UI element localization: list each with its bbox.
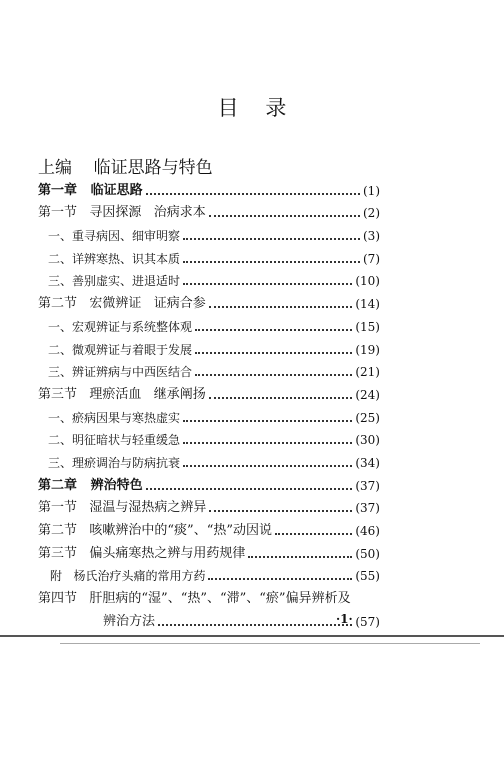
toc-entry [38,539,380,562]
toc-entry-page: (57) [355,614,380,629]
bottom-rule [0,635,504,637]
toc-entry-label: 第三节 偏头痛寒热之辨与用药规律 [38,545,246,561]
toc-entry-label: 第一章 临证思路 [38,182,143,198]
toc-entry-page: (10) [355,274,380,289]
toc-entry-label: 第二章 辨治特色 [38,477,143,493]
toc-entry [38,516,380,539]
toc-entry [38,221,380,244]
dot-leader [209,510,352,512]
toc-entry-label: 第二节 咳嗽辨治中的“痰”、“热”动因说 [38,523,272,538]
dot-leader [209,306,353,308]
toc-entry-label: 第一节 湿温与湿热病之辨异 [38,500,207,516]
dot-leader [183,420,352,422]
toc-entry [38,584,380,607]
toc-entry-label: 三、辨证辨病与中西医结合 [48,365,193,380]
page-number: ·1· [336,612,353,626]
toc-entry [38,267,380,290]
toc-entry [38,426,380,449]
toc-entry [38,289,380,312]
toc-entry-page: (3) [363,229,380,244]
toc-entry [38,358,380,381]
dot-leader [195,329,352,331]
toc-entry-label: 一、瘀病因果与寒热虚实 [48,410,181,425]
dot-leader [208,578,352,580]
toc-entry-label: 第一节 寻因探源 治病求本 [38,205,206,221]
table-of-contents [38,176,380,630]
dot-leader [195,352,352,354]
part-heading: 上编 临证思路与特色 [38,158,213,178]
bottom-rule-thin [60,643,480,644]
toc-entry [38,335,380,358]
toc-entry-page: (34) [355,455,380,470]
toc-entry-page: (19) [355,342,380,357]
dot-leader [248,556,352,558]
toc-entry-label: 第二节 宏微辨证 证病合参 [38,296,206,312]
toc-entry [38,312,380,335]
page-title: 目 录 [217,96,287,120]
dot-leader [146,488,353,490]
toc-entry-label: 三、善别虚实、进退适时 [48,274,181,289]
dot-leader [275,533,352,535]
dot-leader [158,624,352,626]
toc-entry-page: (7) [363,251,380,266]
toc-entry [38,380,380,403]
dot-leader [183,283,352,285]
toc-entry [38,176,380,199]
toc-entry-label: 第四节 肝胆病的“湿”、“热”、“滞”、“瘀”偏异辨析及 [38,591,351,607]
dot-leader [195,374,352,376]
toc-entry-page: (24) [355,387,380,402]
toc-entry [38,494,380,517]
toc-entry-page: (37) [355,478,380,493]
toc-entry [38,562,380,585]
toc-entry-page: (55) [355,569,380,584]
toc-entry-page: (25) [355,410,380,425]
toc-entry-label: 二、明征暗状与轻重缓急 [48,433,181,448]
toc-entry-label: 附 杨氏治疗头痛的常用方药 [50,569,206,584]
dot-leader [183,442,352,444]
toc-entry-page: (50) [355,546,380,561]
toc-entry [38,471,380,494]
toc-entry [38,244,380,267]
dot-leader [183,261,360,263]
toc-entry-label: 一、宏观辨证与系统整体观 [48,319,193,334]
dot-leader [146,193,360,195]
toc-entry-page: (14) [355,297,380,312]
dot-leader [209,215,360,217]
toc-entry-label: 三、理瘀调治与防病抗衰 [48,455,181,470]
toc-entry-page: (21) [355,365,380,380]
toc-entry [38,403,380,426]
toc-entry-label: 二、微观辨证与着眼于发展 [48,342,193,357]
toc-entry-page: (1) [363,183,380,198]
toc-entry-label: 辨治方法 [103,613,156,629]
toc-entry-page: (2) [363,206,380,221]
dot-leader [209,397,353,399]
dot-leader [183,238,360,240]
toc-entry-page: (15) [355,319,380,334]
toc-entry [38,199,380,222]
toc-entry-page: (46) [355,524,380,538]
toc-entry [38,448,380,471]
toc-entry [38,607,380,630]
toc-entry-page: (30) [355,433,380,448]
toc-entry-label: 一、重寻病因、细审明察 [48,229,181,244]
toc-entry-label: 第三节 理瘀活血 继承阐扬 [38,386,206,402]
dot-leader [183,465,352,467]
toc-entry-label: 二、详辨寒热、识其本质 [48,251,181,266]
toc-entry-page: (37) [355,501,380,516]
